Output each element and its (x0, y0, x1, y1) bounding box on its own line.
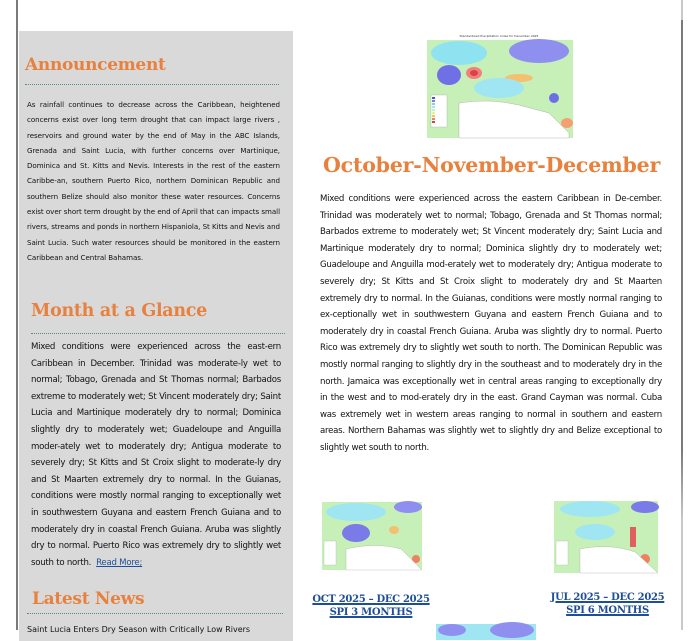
spi-3-label: SPI 3 MONTHS (329, 607, 413, 618)
spi-12-month-map-icon[interactable] (432, 620, 538, 640)
spi-3-period: OCT 2025 – DEC 2025 (312, 594, 430, 605)
page-scrollbar[interactable] (681, 0, 683, 630)
news-item[interactable]: Saint Lucia Enters Dry Season with Critically Low Rivers (27, 625, 251, 634)
announcement-text: As rainfall continues to decrease across the Caribbean, heightened concerns exist over long term drought that can impact large rivers , reservoirs and ground water by the end of May in the ABC Islands, Grenada and Saint Lucia, with further concerns over Martinique, Dominica and St. Kitts and Nevis. Interests in the rest of the eastern Caribbe-an, southern Puerto Rico, northern Dominican Republic and southern Belize should also monitor these water resources. Concerns exist over short term drought by the end of April that can impacts small rivers, streams and ponds in northern Hispaniola, St Kitts and Nevis and Saint Lucia. Such water resources should be monitored in the eastern Caribbean and Central Bahamas. (27, 100, 280, 262)
announcement-title: Announcement (25, 55, 166, 75)
latest-news-title: Latest News (32, 589, 145, 609)
month-at-a-glance-title: Month at a Glance (31, 301, 207, 321)
spi-6-month-map-icon[interactable] (550, 497, 660, 577)
news-divider (27, 613, 283, 614)
main-summary-text: Mixed conditions were experienced across the eastern Caribbean in De-cember. Trinidad was moderately wet to normal; Tobago, Grenada and St Thomas normal; Barbados extreme to moderately wet; St Vincent moderately dry; Saint Lucia and Martinique moderately dry to normal; Dominica slightly dry to moderately wet; Guadeloupe and Anguilla mod-erately wet to moderately dry; Antigua moderate to severely dry; St Kitts and St Croix slight to moderately dry and St Maarten extremely dry to normal. In the Guianas, conditions were mostly normal ranging to ex-ceptionally wet in southwestern Guyana and eastern French Guiana and to moderately dry in coastal French Guiana. Aruba was slightly dry to normal. Puerto Rico was extremely dry to slightly wet south to north. The Dominican Republic was mostly normal ranging to slightly dry in the southeast and to moderately dry in the north. Jamaica was exceptionally wet in central areas ranging to exceptionally dry in the west and to mod-erately dry in the east. Grand Cayman was normal. Cuba was extremely wet in western areas ranging to normal in southern and eastern areas. Northern Bahamas was slightly wet to slightly dry and Belize exceptional to slightly wet south to north. (320, 194, 662, 453)
read-more-link[interactable]: Read More; (96, 557, 143, 568)
page-border-left (16, 0, 18, 630)
glance-divider (31, 333, 285, 334)
glance-body: Mixed conditions were experienced across the east-ern Caribbean in December. Trinidad was moderate-ly wet to normal; Tobago, Grenada and St Thomas normal; Barbados extreme to moderately wet; St Vincent moderately dry; Saint Lucia and Martinique moderately dry to normal; Dominica slightly dry to moderately wet; Guadeloupe and Anguilla moder-ately wet to moderately dry; Antigua moderate to severely dry; St Kitts and St Croix slight to moderate-ly dry and St Maarten extremely dry to normal. In the Guianas, conditions were mostly normal ranging to exceptionally wet in southwestern Guyana and eastern French Guiana and to moderately dry in coastal French Guiana. Aruba was slightly dry to normal. Puerto Rico was extremely dry to slightly wet south to north. (31, 342, 281, 568)
spi-3-months-link[interactable] (306, 593, 436, 619)
spi-3-month-map-icon[interactable] (316, 497, 424, 577)
spi-map-december-icon[interactable] (419, 33, 579, 151)
announcement-divider (25, 84, 279, 85)
month-at-a-glance-text (31, 339, 281, 571)
section-title: October-November-December (323, 153, 661, 177)
spi-6-months-link[interactable] (545, 591, 670, 617)
spi-6-label: SPI 6 MONTHS (566, 605, 649, 616)
sidebar (19, 31, 293, 641)
map-title: Standardized Precipitation Index for December 2025 (459, 34, 539, 38)
spi-6-period: JUL 2025 – DEC 2025 (550, 592, 665, 603)
